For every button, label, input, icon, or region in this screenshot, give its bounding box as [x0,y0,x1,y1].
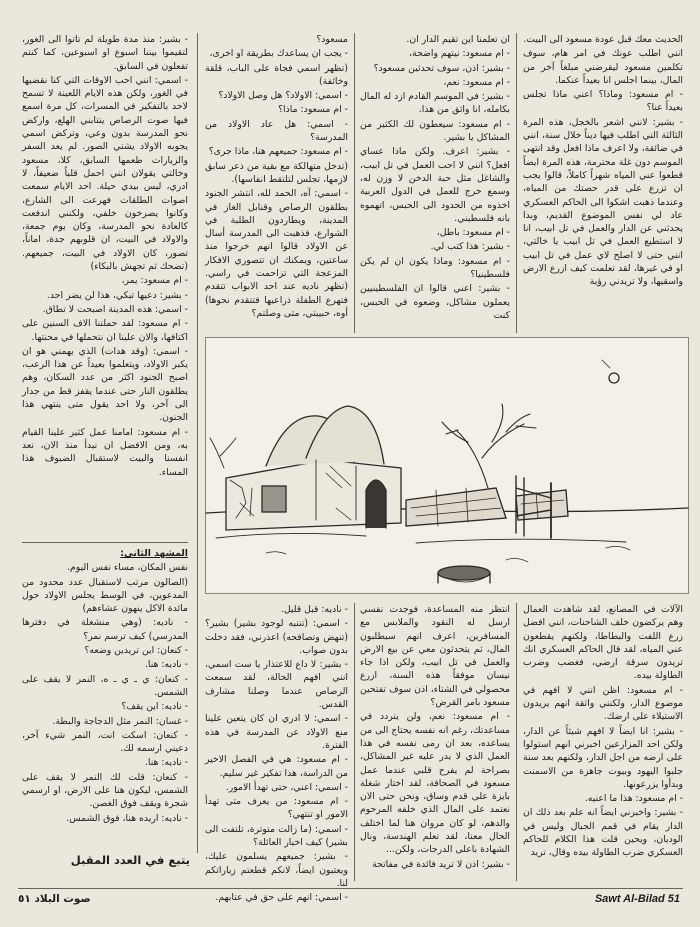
column-top-mid-right [360,33,510,335]
footer-arabic-page: صوت البلاد ٥١ [18,893,91,905]
paragraph: - ناديه: قبل قليل. [280,604,348,615]
paragraph: (الصالون مرتب لاستقبال عدد محدود من المدعوين، في الوسط يجلس الاولاد حول مائدة الاكل ينهون عشاءهم) [22,576,188,615]
column-left [22,33,188,539]
column-top-right [523,33,683,335]
column-top-mid-left [205,33,348,335]
paragraph: - ام مسعود: ماذا؟ [278,104,348,116]
paragraph: - ام مسعود: هذا ما اعنيه. [584,793,683,805]
column-divider [197,33,198,853]
paragraph: - ام مسعود: نعم، [443,76,510,88]
paragraph: - يجب ان يساعدك بطريقة او اخرى، [209,48,348,60]
paragraph: - ام مسعود: باطل، [436,227,510,239]
paragraph: - اسمي: آه، الحمد لله، انتشر الجنود بطلقون الرصاص وقنابل الغاز في المدينة، ويطاردون الطلبة في الشوارع، فذهبت الى المدرسة أسال عن الاولاد قالوا انهم خرجوا منذ ساعتين، ويمكنك ان تتصوري الافكار المزعجة التي تزاحمت في راسي. (تظهر ناديه عند احد الابواب تتقدم فتهرع الطفلة ذراعيها فتتقدم نحوها) أوه، حبيبتي، متى وصلتم؟ [205,188,348,319]
paragraph: - غسان: النمر مثل الدجاجة والبطة. [52,715,188,727]
paragraph: - بشير: واخبرني ايضاً انه علم بعد ذلك ان الدار يقام في قمم الجبال وليس في الوديان، ويحين قلت هذا الكلام للحاكم العسكري ضرب الطاولة بيده وقال، تريد [523,807,683,859]
paragraph: - ام مسعود: يمر، [121,275,188,287]
column-divider [354,33,355,333]
paragraph: نفس المكان، مساء نفس اليوم. [67,562,188,574]
column-divider [516,33,517,333]
scene-heading: المشهد الثاني: [120,548,188,559]
column-divider [516,603,517,881]
paragraph: - بشير: لا داع للاعتذار يا ست اسمي، انني افهم الحالة، لقد سمعت الرصاص عندما وصلنا مشارف القدس. [205,659,348,711]
paragraph: الحديث معك قبل عودة مسعود الى البيت. [523,34,683,45]
paragraph: - ام مسعود: اظن انني لا افهم في موضوع الدار، ولكنني واثقة انهم يريدون الاستيلاء على ارضك. [523,684,683,723]
paragraph: - ناديه: هنا. [144,757,188,769]
paragraph: - بشير: انا ايضاً لا افهم شيئاً عن الدار، ولكن احد المزارعين اخبرني انهم استولوا على ارضه من اجل الدار، ولكنهم بعد سنة جلبوا اليهود وبيوت جاهزة من الاسمنت وبدأوا يزرعونها. [523,725,683,790]
paragraph: - اسمي: (تنتبه لوجود بشير) بشير؟ (تنهض وتصافحه) اعذرني، فقد دخلت بدون صواب. [205,618,348,656]
paragraph: مسعود؟ [316,34,348,45]
paragraph: - كنعان: اين تريدين وضعه؟ [84,645,188,657]
paragraph: ان تعلمنا اين تقيم الدار ان. [406,34,510,45]
paragraph: - ام مسعود: جميعهم هنا، ماذا جرى؟ [208,146,348,158]
paragraph: - كنعان: قلت لك النمر لا يقف على الشمس، ليكون هنا على الارض، او ارسمي شجرة ويقف فوق الغصن. [22,771,188,810]
paragraph: - اسمي: الاولاد؟ هل وصل الاولاد؟ [218,90,348,102]
scene-divider [22,542,188,543]
paragraph: - ام مسعود: وماذا يكون ان لم يكن فلسطينيا؟ [360,255,510,281]
paragraph: انتظر منه المساعدة، فوجدت نفسي ارسل له النقود والملابس مع المسافرين، اعرف انهم سيطلبون المال، ثم يتحدثون معي عن بيع الارض والعمل في تل ابيب، ولكن اذا جاء نيسان موفقاً هذه السنة، ازرع محصولي في الشتاء، اذن سوف تفتحين مسعود بامر القرض؟ [360,604,510,709]
column-left-scene-two [22,547,188,847]
paragraph: - بشير: اذن لا تريد فائدة في مفاتحة [372,858,510,870]
paragraph: (تدخل متهالكة مع بقية من ذعر سابق لازمها، تجلس لتلتقط انفاسها). [205,160,348,185]
paragraph: - بشير: اذن، سوف تحدثين مسعود؟ [373,62,510,74]
column-bottom-left-middle [205,603,348,904]
column-divider [354,603,355,881]
paragraph: - بشير: منذ مدة طويلة لم تاتوا الى الغور، لتقيموا بيننا اسبوع او اسبوعين، كما كنتم تفعلون في السابق. [22,34,188,72]
paragraph: - ام مسعود: وماذا؟ اعني ماذا تجلس بعيداً عنا؟ [523,89,683,114]
paragraph: - بشير: هذا كتب لي. [430,241,510,253]
paragraph: - ام مسعود: نيتهم واضحة، [409,48,510,60]
paragraph: - بشير: في الموسم القادم ازد له المال بكامله، انا واثق من هذا. [359,91,510,116]
column-bottom-middle [360,603,510,883]
paragraph: - ناديه: اريده هنا، فوق الشمس. [66,812,188,824]
paragraph: - اسمي: هل عاد الاولاد من المدرسة؟ [205,118,348,144]
paragraph: - ام مسعود: نعم، ولن يتردد في مساعدتك، رغم انه نفسه يحتاج الى من يساعده، بعد ان رمى نفسه في هذا العمل الذي لا يدر عليه غير المشاكل، بصراحة لم يفرح قلبي عندما عمل مسعود في الصحافة، لقد اختار شغلة بايزة على قدم وساق، ونحن حتى الان نعتمد على المال الذي خلفه المرحوم والدهم، لو كان مروان هنا لما اختلف الحال معنا، لقد تعلم الهندسة، ونال الشهادة باعلى الدرجات، ولكن... [360,711,510,856]
paragraph: انني اطلب عونك في امر هام، سوف تكلمين مسعود ليقرضني مبلغاً آخر من المال، بينما اجلس انا بعيداً عنكما. [523,48,683,86]
paragraph: - اسمي: انني احب الاوقات التي كنا نقضيها في الغور، ولكن هذه الايام اللعينة لا تسمح لاحد بالتفكير في المسرات، كل مرة اسمع فيها صوت الرصاص ينتابني الهلع، واركض نحو المدرسة بدون وعي، وتركض اسمي يجوبه الاولاد يشتي الصور. لم يعد السفر والزيارات طعمها السابق، كلا، مسعود وخالتي يقولان انني احمل قلباً ضعيفاً، لا ادري، ليس بيدي حيلة. احد الايام سمعت اصوات الطلقات فهرعت الى الشارع، وكانوا يصرخون خلفي، ولكنني اندفعت كالعادة نحو المدرسة، وكان يوم جمعة، والاولاد في البيت، ان قلوبهم جدة، اماناً، تصور، كان الاولاد في البيت، جميعهم. (تضحك ثم تجهش بالبكاء) [22,74,188,273]
paragraph: - اسمي: اعني، حتى تهدأ الامور. [225,781,348,793]
paragraph: - ام مسعود: سيعطون لك الكثير من المشاكل يا بشير. [360,118,510,144]
paragraph: - كنعان: اسكت انت، النمر شيء آخر، دعيني ارسمه لك. [22,729,188,755]
illustration [205,337,689,594]
paragraph: - اسمي: لا ادري ان كان يتعين علينا منع الاولاد عن المدرسة في هذه الفترة. [205,713,348,751]
paragraph: (تظهر اسمي فجاة على الباب، قلقة وخائفة) [205,62,348,87]
paragraph: - ام مسعود: امامنا عمل كثير علينا القيام به، ومن الافضل ان نبدأ منذ الان، نعد انفسنا والبيت لاستقبال الضيوف هذا المساء. [22,426,188,478]
paragraph: الآلات في المصانع، لقد شاهدت العمال وهم يركضون خلف الشاحنات، انني افضل زرع اللفت والبطاطا، ولكنهم يقطعون عني المياه، لقد قال الحاكم العسكري انك تريدون سرقة ارضي، فغضب وضرب الطاولة بيده. [523,604,683,682]
paragraph: - بشير: جميعهم يسلمون عليك، ويعتبون ايضاً، لانكم قطعتم زياراتكم لنا. [205,851,348,889]
paragraph: - كنعان: ي ـ ي ـ ه، النمر لا يقف على الشمس. [22,673,188,698]
paragraph: - ام مسعود: من يعرف متى تهدأ الامور او تنتهي؟ [205,796,348,821]
footer-latin-page: Sawt Al-Bilad 51 [594,893,680,905]
footer-rule [18,888,683,889]
paragraph: - ام مسعود: لقد حملتنا الاف السنين على اكتافها، والان علينا ان نتحملها في محنتها. [22,318,188,343]
paragraph: - ناديه: (وهي منشغلة في دفترها المدرسي) كيف ترسم نمر؟ [22,617,188,642]
paragraph: - ناديه: هنا. [144,659,188,671]
continued-next-issue: يتبع في العدد المقبل [70,853,190,867]
paragraph: - بشير: اعني قالوا ان الفلسطينيين يعملون مشاكل، وضعوه في الحبس، كنت [360,283,510,321]
paragraph: - ناديه: اين يقف؟ [121,701,188,713]
village-sketch [206,338,688,593]
paragraph: - اسمي: (وقد هدات) الذي يهمني هو ان يكبر الاولاد، ويتعلموا بعيداً عن هذا الرعب، اصبح الجنود اكثر من عدد السكان، وهم يطلقون النار حتى عندما يقفز قط من جدار الى آخر، ولا احد يقول متى ينتهي هذا الجنون. [22,345,188,424]
paragraph: - اسمي: هذه المدينة اصبحت لا تطاق. [42,303,188,315]
column-bottom-right [523,603,683,883]
paragraph: - بشير: دعيها تبكي، هذا لن يضر احد. [46,289,188,301]
paragraph: - ام مسعود: هي في الفصل الاخير من الدراسة، هذا تفكير غير سليم. [205,754,348,779]
paragraph: - بشير: لانني اشعر بالخجل، هذه المرة الثالثة التي اطلب فيها ديناً خلال سنة، انني في ضائقة، ولا اعرف ماذا افعل وقد انتهى الموسم دون غلة محترمة، هذه المرة ايضاً قطعوا عني المياه شهراً كاملاً، قالوا يجب ان تزرع على قدر حصتك من المياه، وعندما ذهبت اشكوا الى الحاكم العسكري عاد لي نفس الموضوع القديم، وبدا يحدثني عن الدار والعمل في تل ابيب، انا لا استطيع العمل في تل ابيب يا خالتي، انني حتى لا اصلح لاي عمل في تل ابيب او في غيرها، لقد تعلمت كيف ازرع الارض واسقيها، ولا تريدني رؤية [523,116,683,288]
paragraph: - اسمي: (ما زالت متوترة، تلتفت الى بشير) كيف اخبار العائلة؟ [205,823,348,849]
paragraph: - اسمي: انهم على حق في عتابهم. [215,892,348,904]
paragraph: - بشير: اعرف. ولكن ماذا عساي افعل؟ انني لا احب العمل في تل ابيب، والشاغل مثل حبة الدخن لا وزن له، وسمع خرج للعمل في الدول العربية اخذوه من الحدود الى الحبس، اتهموه بانه فلسطيني. [360,146,510,224]
